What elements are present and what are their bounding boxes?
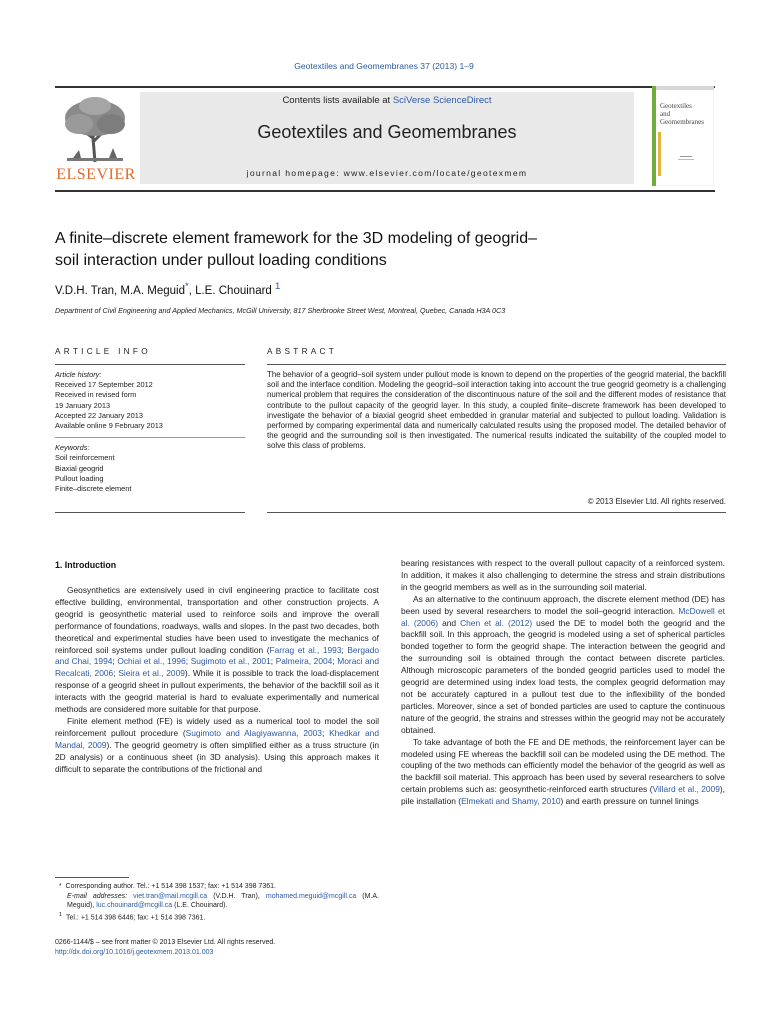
article-info-rule [55, 364, 245, 365]
citation-link[interactable]: Chen et al. (2012) [460, 617, 533, 628]
tel-footnote [55, 911, 379, 923]
email-link-meguid[interactable]: mohamed.meguid@mcgill.ca [265, 892, 357, 900]
footnote-mark: * [58, 883, 62, 890]
text-run: and [438, 617, 461, 628]
email-owner: (L.E. Chouinard). [172, 902, 228, 910]
abstract-copyright: © 2013 Elsevier Ltd. All rights reserved. [587, 497, 726, 506]
author-list [55, 281, 280, 297]
body-column-left [55, 585, 379, 776]
author-chouinard: , L.E. Chouinard [188, 284, 276, 297]
footnote-1-mark[interactable]: 1 [275, 281, 281, 292]
corresponding-footnote [55, 882, 379, 892]
author-tran: V.D.H. Tran, [55, 284, 121, 297]
footnotes [55, 882, 379, 923]
contents-prefix: Contents lists available at [282, 95, 393, 106]
citation-link[interactable]: Ochiai et al., 1996 [117, 656, 186, 667]
contents-line [140, 95, 634, 106]
text-run: Geosynthetics are extensively used in civil engineering practice to facilitate cost effective building, environmental, transportation and other construction projects. A geogrid is geosynthetic material used to reinforce soils and improve the overall performance of foundations, roadways, walls and slopes. In the past two decades, both theoretical and experimental studies have been used to investigate the mechanics of reinforced soil systems under pullout loading condition ( [55, 585, 379, 655]
journal-citation[interactable]: Geotextiles and Geomembranes 37 (2013) 1–9 [294, 61, 474, 71]
text-run: ; [341, 644, 348, 655]
text-run: To take advantage of both the FE and DE methods, the reinforcement layer can be modeled using FE whereas the backfill soil can be modeled using the DE method. The coupling of the two methods can efficiently model the behavior of the geogrid as well as the backfill soil material. This approach has been used by several researchers to solve certain problems such as: geosynthetic-reinforced earth structures ( [401, 736, 725, 795]
article-info-heading: ARTICLE INFO [55, 347, 151, 356]
abstract-rule [267, 364, 726, 365]
section-heading-introduction: 1. Introduction [55, 560, 117, 570]
text-run: ). The geogrid geometry is often simplified either as a truss structure (in 2D analysis) or a continuous sheet (in 3D analysis). Using this approach makes it difficult to separate the contributions of the frictional and [55, 739, 379, 774]
journal-homepage[interactable]: journal homepage: www.elsevier.com/locate/geotexmem [246, 168, 528, 178]
affiliation: Department of Civil Engineering and Applied Mechanics, McGill University, 817 Sherbrooke Street West, Montreal, Quebec, Canada H3A 0C3 [55, 306, 506, 315]
email-label: E-mail addresses: [67, 892, 134, 900]
citation-link[interactable]: Sugimoto et al., 2001 [190, 656, 271, 667]
keyword: Soil reinforcement [55, 453, 115, 463]
abstract-text: The behavior of a geogrid–soil system under pullout mode is known to depend on the properties of the geogrid material, the backfill soil and the interface condition. Modeling the geogrid–soil interaction taking into account the true geogrid geometry is a challenging numerical problem that requires the consideration of the discontinuous nature of the soil and the different modes of resistance that contribute to the pullout capacity of the geogrid layer. In this study, a coupled finite–discrete framework has been developed to investigate the behavior of a biaxial geogrid sheet embedded in granular material and subjected to pullout loading. Validation is performed by comparing experimental data and numerically calculated results using the proposed model. The detailed behavior of the geogrid and the surrounding soil is then investigated. The numerical results indicated the suitability of the coupled model to solve this class of problems. [267, 370, 726, 451]
author-meguid: M.A. Meguid [120, 284, 185, 297]
paragraph [55, 716, 379, 776]
footnote-rule [55, 877, 129, 878]
cover-title-1: Geotextiles [660, 102, 692, 110]
header-bottom-rule [55, 190, 715, 192]
text-run: bearing resistances with respect to the overall pullout capacity of a reinforced system. In addition, it makes it also challenging to determine the stress and strain distributions in the geogrid members as well as in the surrounding soil material. [401, 558, 725, 592]
email-owner: (V.D.H. Tran), [207, 892, 266, 900]
citation-link[interactable]: Bergado and Chai, 1994 [55, 644, 380, 667]
footnote-mark: 1 [58, 911, 63, 918]
text-run: ; [321, 727, 330, 738]
cover-title-3: Geomembranes [660, 118, 704, 126]
article-title-line-2: soil interaction under pullout loading conditions [55, 252, 387, 269]
text-run: Finite element method (FE) is widely used as a numerical tool to model the soil reinforcement pullout procedure ( [55, 715, 379, 738]
journal-cover-image [652, 86, 714, 186]
abstract-heading: ABSTRACT [267, 347, 338, 356]
citation-link[interactable]: Villard et al., 2009 [652, 784, 720, 795]
history-item: Available online 9 February 2013 [55, 421, 163, 431]
citation-link[interactable]: Sieira et al., 2009 [118, 668, 185, 679]
citation-link[interactable]: Palmeira, 2004 [275, 656, 333, 667]
doi-link[interactable]: http://dx.doi.org/10.1016/j.geotexmem.2013.01.003 [55, 949, 214, 957]
article-title-line-1: A finite–discrete element framework for the 3D modeling of geogrid– [55, 230, 538, 247]
citation-link[interactable]: Farrag et al., 1993 [269, 644, 342, 655]
keywords-label: Keywords: [55, 443, 90, 453]
article-info [55, 370, 245, 494]
journal-title: Geotextiles and Geomembranes [257, 122, 517, 142]
history-label: Article history: [55, 370, 102, 379]
sciencedirect-link[interactable]: SciVerse ScienceDirect [392, 95, 492, 106]
article-title [55, 228, 675, 272]
text-run: ) and earth pressure on tunnel linings [560, 796, 699, 807]
citation-link[interactable]: McDowell et al. (2006) [401, 605, 725, 628]
abstract-bottom-rule [267, 512, 726, 513]
text-run: ; [270, 656, 276, 667]
email-owner: (M.A. Meguid), [67, 892, 380, 910]
history-item: Accepted 22 January 2013 [55, 410, 143, 420]
text-run: used the DE to model both the geogrid and the backfill soil. In this approach, the geogrid is modeled using a set of spherical particles bonded together to form the geogrid shape. The interaction between the geogrid and the surrounding soil is obtained through the contact between discrete particles. Although microscopic parameters of the bonded geogrid particles used to model the geogrid are determined using index load tests, the complex geogrid deformation may not be accurately captured in a pullout test due to the inflexibility of the bonded particles. Moreover, since a set of bonded particles are used to capture the continuous nature of the geogrid, the strains and stresses within the geogrid may not be accurately obtained. [401, 617, 725, 735]
footnote-text: Tel.: +1 514 398 6446; fax: +1 514 398 7361. [66, 914, 206, 922]
email-link-tran[interactable]: viet.tran@mail.mcgill.ca [133, 892, 208, 900]
citation-link[interactable]: Sugimoto and Alagiyawanna, 2003 [185, 727, 322, 738]
paragraph [401, 558, 725, 594]
issn-line: 0266-1144/$ – see front matter © 2013 Elsevier Ltd. All rights reserved. [55, 939, 276, 946]
history-item: Received 17 September 2012 [55, 380, 153, 390]
keywords-rule [55, 437, 245, 438]
text-run: ). While it is possible to track the load-displacement response of a geogrid sheet in pullout experiments, the behavior of the backfill soil as it interacts with the geogrid material is hard to evaluate experimentally and numerical methods are considered more suitable for that purpose. [55, 668, 379, 715]
paragraph [401, 594, 725, 737]
text-run: ; [113, 668, 119, 679]
keyword: Biaxial geogrid [55, 463, 104, 473]
body-column-right [401, 558, 725, 808]
corresponding-author-mark[interactable]: * [184, 281, 189, 292]
info-bottom-rule [55, 512, 245, 513]
text-run: ; [185, 656, 191, 667]
keyword: Finite–discrete element [55, 484, 132, 494]
email-link-chouinard[interactable]: luc.chouinard@mcgill.ca [96, 902, 173, 910]
cover-title-2: and [660, 110, 671, 118]
front-matter-info [55, 938, 379, 958]
text-run: ; [112, 656, 118, 667]
paragraph [401, 737, 725, 808]
citation-link[interactable]: Elmekati and Shamy, 2010 [461, 796, 561, 807]
email-footnote [55, 892, 379, 911]
header-top-rule [55, 86, 715, 88]
paragraph [55, 585, 379, 716]
text-run: ; [332, 656, 338, 667]
history-item: 19 January 2013 [55, 400, 111, 410]
text-run: As an alternative to the continuum approach, the discrete element method (DE) has been used by several researchers to model the soil–geogrid interaction. [401, 593, 725, 616]
citation-link[interactable]: Khedkar and Mandal, 2009 [55, 727, 379, 750]
text-run: ), pile installation ( [401, 784, 725, 807]
elsevier-wordmark: ELSEVIER [56, 166, 136, 183]
footnote-text: Corresponding author. Tel.: +1 514 398 1537; fax: +1 514 398 7361. [65, 883, 276, 890]
history-item: Received in revised form [55, 390, 137, 400]
citation-link[interactable]: Moraci and Recalcati, 2006 [55, 656, 379, 679]
keyword: Pullout loading [55, 473, 104, 483]
